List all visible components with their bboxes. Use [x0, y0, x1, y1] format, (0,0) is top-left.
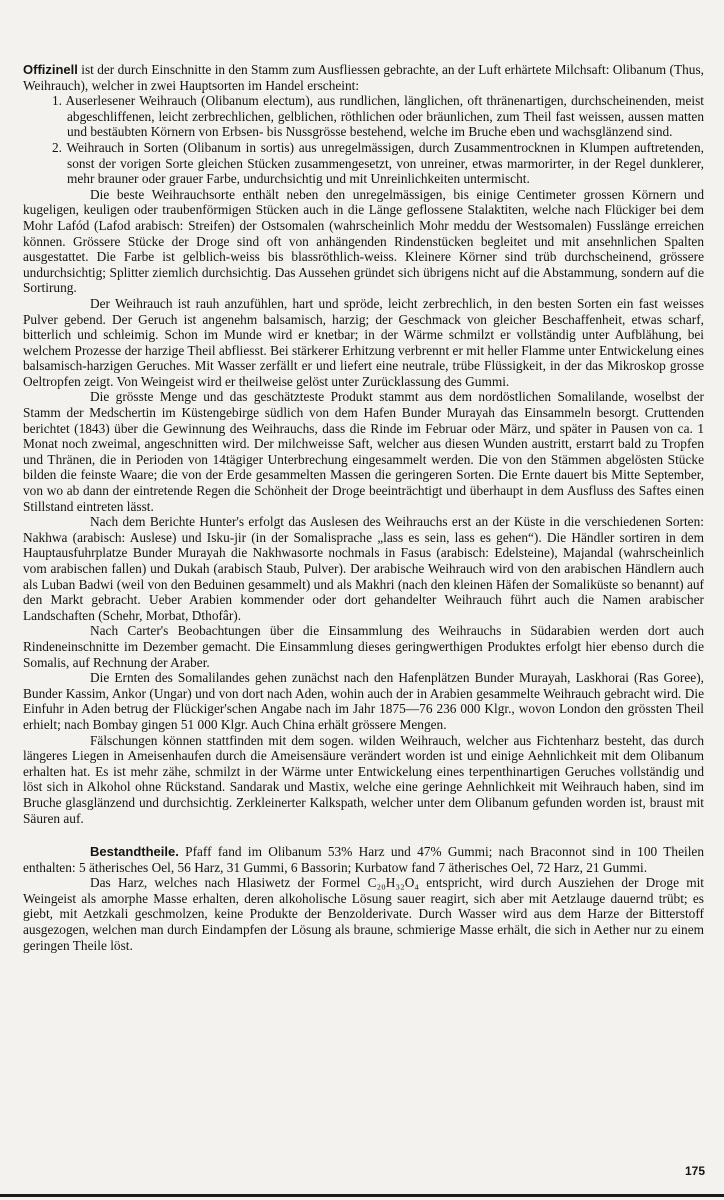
paragraph-eigenschaften: Der Weihrauch ist rauh anzufühlen, hart und spröde, leicht zerbrechlich, in den besten Sorten ein fast weisses Pulver gebend. Der Geruch ist angenehm balsamisch, harzig; der Geschmack von gleicher Beschaffenheit, etwas scharf, bitterlich und schleimig. Schon im Munde wird er knetbar; in der Wärme schmilzt er vollständig unter Aufblähung, bei welchem Prozesse der harzige Theil abfliesst. Bei stärkerer Erhitzung verbrennt er mit heller Flamme unter Entwickelung eines balsamisch-harzigen Geruches. Mit Wasser zerfällt er und liefert eine neutrale, trübe Flüssigkeit, in der das Mikroskop grosse Oeltropfen zeigt. Von Weingeist wird er theilweise gelöst unter Zurücklassung des Gummi.	[23, 295, 704, 389]
offizinell-heading: Offizinell	[23, 62, 78, 77]
paragraph-hunter: Nach dem Berichte Hunter's erfolgt das Auslesen des Weihrauchs erst an der Küste in die verschiedenen Sorten: Nakhwa (arabisch: Auslese) und Isku-jir (in der Somalisprache „lass es sein, lass es gehen“). Die Händler sortiren in dem Hauptausfuhrplatze Bunder Murayah die Nakhwasorte nochmals in Fasus (arabisch: Edelsteine), Majandal (wahrscheinlich vom arabischen fallen) und Dukah (arabisch Staub, Pulver). Der arabische Weihrauch wird von den arabischen Händlern auch als Luban Badwi (weil von den Beduinen gesammelt) und als Makhri (nach den kleinen Häfen der Somaliküste so benannt) auf den Markt gebracht. Ueber Arabien kommender oder dort gehandelter Weihrauch führt auch die Namen arabischer Landschaften (Schehr, Morbat, Dthofâr).	[23, 514, 704, 623]
paragraph-carter: Nach Carter's Beobachtungen über die Einsammlung des Weihrauchs in Südarabien werden dort auch Rindeneinschnitte im Dezember gemacht. Die Einsammlung dieses geringwerthigen Produktes erfolgt hier ebenso durch die Somalis, auf Rechnung der Araber.	[23, 623, 704, 670]
section-gap	[23, 826, 704, 844]
sort-item-1: 1. Auserlesener Weihrauch (Olibanum electum), aus rundlichen, länglichen, oft thränenartigen, durchscheinenden, meist abgeschliffenen, leicht zerbrechlichen, gelblichen, röthlichen oder bräunlichen, zum Theil fast weissen, aussen matten und bestäubten Körnern von Erbsen- bis Nussgrösse bestehend, welche im Bruche eben und wachsglänzend sind.	[52, 93, 704, 140]
sort-item-2: 2. Weihrauch in Sorten (Olibanum in sortis) aus unregelmässigen, durch Zusammentrocknen in Klumpen auftretenden, sonst der vorigen Sorte gleichen Stücken zusammengesetzt, von unreiner, etwas marmorirter, in der Regel dunklerer, mehr brauner oder grauer Farbe, undurchsichtig und mit Unreinlichkeiten untermischt.	[52, 139, 704, 187]
paragraph-somaliland: Die grösste Menge und das geschätzteste Produkt stammt aus dem nordöstlichen Somalilande, woselbst der Stamm der Medschertin im Küstengebirge südlich von dem Hafen Bunder Murayah das Einsammeln besorgt. Cruttenden berichtet (1843) über die Gewinnung des Weihrauchs, dass die Rinde im Februar oder März, und später in Pausen von ca. 1 Monat noch zweimal, angeschnitten wird. Der milchweisse Saft, welcher aus diesen Wunden austritt, erstarrt bald zu Tropfen und Thränen, die in Perioden von 14tägiger Unterbrechung eingesammelt werden. Die von den Stämmen abgelösten Stücke bilden die feinste Waare; die von der Erde gesammelten Massen die geringeren Sorten. Die Ernte dauert bis Mitte September, von wo ab dann der eintretende Regen die Schönheit der Droge beeinträchtigt und überhaupt in dem Ausfluss des Saftes einen Stillstand eintreten lässt.	[23, 389, 704, 514]
paragraph-harz: Das Harz, welches nach Hlasiwetz der Formel C₂₀H₃₂O₄ entspricht, wird durch Ausziehen der Droge mit Weingeist als amorphe Masse erhalten, deren alkoholische Lösung sauer reagirt, sich aber mit Aetzlauge dauernd trübt; es giebt, mit Aetzkali geschmolzen, keine Produkte der Benzolderivate. Durch Wasser wird aus dem Harze der Bitterstoff ausgezogen, welchen man durch Eindampfen der Lösung als braune, schmierige Masse erhält, die sich in Aether nur zu einem geringen Theile löst.	[23, 875, 704, 953]
page-number: 175	[684, 1164, 705, 1178]
paragraph-faelschungen: Fälschungen können stattfinden mit dem sogen. wilden Weihrauch, welcher aus Fichtenharz besteht, das durch längeres Liegen in Ameisenhaufen durch die Ameisensäure verändert worden ist und einige Aehnlichkeit mit dem Olibanum erhalten hat. Es ist mehr zähe, schmilzt in der Wärme unter Entwickelung eines terpenthinartigen Geruches vollständig und löst sich in Alkohol ohne Rückstand. Sandarak und Mastix, welche eine geringe Aehnlichkeit mit Weihrauch haben, sind im Bruche glasglänzend und durchsichtig. Zerkleinerter Kalkspath, welcher unter dem Olibanum gefunden worden ist, braust mit Säuren auf.	[23, 732, 704, 826]
bestandtheile-heading: Bestandtheile.	[90, 844, 179, 860]
bestandtheile-intro: Bestandtheile. Pfaff fand im Olibanum 53% Harz und 47% Gummi; nach Braconnot sind in 100 Theilen enthalten: 5 ätherisches Oel, 56 Harz, 31 Gummi, 6 Bassorin; Kurbatow fand 7 ätherisches Oel, 72 Harz, 21 Gummi.	[23, 844, 704, 875]
paragraph-ernten: Die Ernten des Somalilandes gehen zunächst nach den Hafenplätzen Bunder Murayah, Laskhorai (Ras Goree), Bunder Kassim, Ankor (Ungar) und von dort nach Aden, wohin auch der in Arabien gesammelte Weihrauch gebracht wird. Die Einfuhr in Aden betrug der Flückiger'schen Angabe nach im Jahr 1875—76 236 000 Klgr., wovon London den grössten Theil erhielt; nach Bombay gingen 51 000 Klgr. Auch China erhält grössere Mengen.	[23, 670, 704, 732]
bottom-rule	[0, 1194, 724, 1197]
paragraph-stalaktiten: Die beste Weihrauchsorte enthält neben den unregelmässigen, bis einige Centimeter grossen Körnern und kugeligen, keuligen oder traubenförmigen Stücken auch in die Länge geflossene Stalaktiten, welche nach Flückiger bei dem Mohr Lafód (Lafod arabisch: Streifen) der Ostsomalen (wahrscheinlich Mohr meddu der Westsomalen) Fusslänge erreichen können. Grössere Stücke der Droge sind oft von anhängenden Rindenstücken begleitet und mit ansehnlichen Spalten ausgestattet. Die Farbe ist gelblich-weiss bis blassröthlich-weiss. Kleinere Körner sind trüb durchscheinend, grössere undurchsichtig; Splitter ziemlich durchsichtig. Das Aussehen gründet sich übrigens nicht auf die Abstammung, sondern auf die Sortirung.	[23, 186, 704, 296]
offizinell-intro: Offizinell ist der durch Einschnitte in den Stamm zum Ausfliessen gebrachte, an der Luft erhärtete Milchsaft: Olibanum (Thus, Weihrauch), welcher in zwei Hauptsorten im Handel erscheint:	[23, 62, 704, 93]
